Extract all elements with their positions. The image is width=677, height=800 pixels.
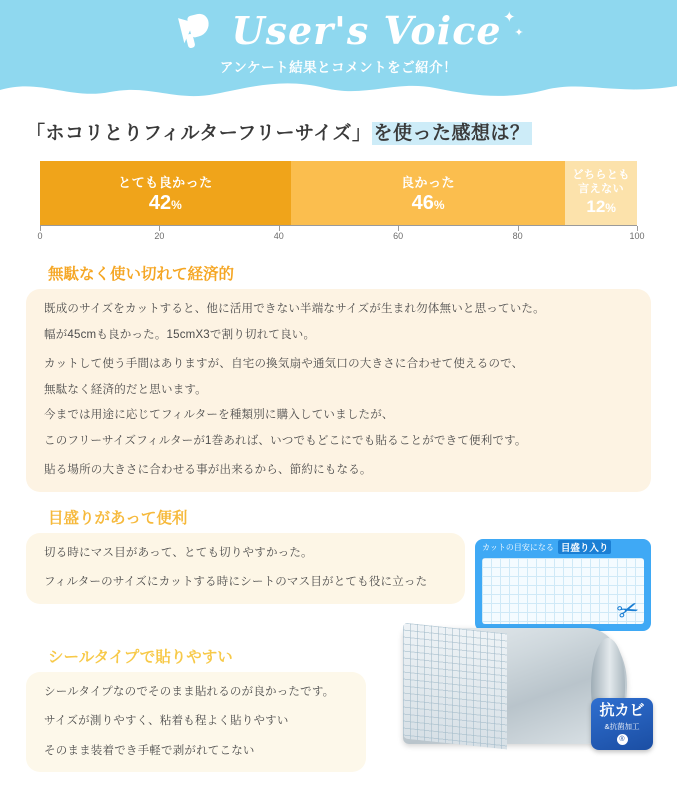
axis-tick-label: 60 — [393, 231, 404, 241]
comment-section-scale — [26, 506, 651, 631]
comment-text: このフリーサイズフィルターが1巻あれば、いつでもどこにでも貼ることができて便利です。 — [44, 434, 527, 447]
bar-segment-label: どちらとも 言えない — [572, 169, 630, 196]
axis-tick-label: 20 — [154, 231, 165, 241]
header-subtitle: アンケート結果とコメントをご紹介！ — [219, 60, 458, 75]
bar-segment-value: 12% — [586, 196, 616, 216]
question-highlight: を使った感想は？ — [373, 123, 530, 144]
scissors-icon: ✂ — [613, 591, 644, 628]
comment-text: 無駄なく経済的だと思います。 — [44, 383, 207, 396]
anti-mold-badge — [591, 698, 653, 750]
section-row — [26, 533, 651, 631]
title-row — [175, 8, 524, 53]
comment-text: そのまま装着でき手軽で剥がれてこない — [44, 744, 255, 757]
comment-text: 切る時にマス目があって、とても切りやすかった。 — [44, 546, 313, 559]
axis-tick-label: 40 — [273, 231, 284, 241]
header-content — [0, 0, 677, 88]
comment-text: 今までは用途に応じてフィルターを種類別に購入していましたが、 — [44, 409, 394, 422]
wave-divider — [0, 76, 677, 100]
ruler-illustration — [475, 539, 651, 631]
bar-segment-very-good — [40, 161, 291, 225]
section-heading: 無駄なく使い切れて経済的 — [48, 266, 235, 283]
ruler-caption-strong: 目盛り入り — [558, 540, 612, 554]
filter-sheet — [403, 623, 507, 750]
axis-tick-label: 0 — [37, 231, 43, 241]
question-text — [26, 118, 651, 145]
comment-bubble — [26, 672, 366, 773]
badge-sub-text: &抗菌加工 — [604, 721, 640, 731]
bar-segment-label: とても良かった — [118, 175, 213, 190]
section-heading: シールタイプで貼りやすい — [48, 648, 233, 666]
survey-chart — [37, 161, 645, 248]
axis-tick-label: 100 — [629, 231, 645, 241]
stacked-bar — [40, 161, 637, 225]
product-photo — [403, 624, 653, 754]
bar-segment-neutral — [565, 161, 637, 225]
question-prefix: 「ホコリとりフィルターフリーサイズ」 — [26, 123, 372, 144]
comment-text: 幅が45cmも良かった。15cmX3で割り切れて良い。 — [44, 328, 316, 341]
bar-segment-value: 42% — [148, 192, 182, 214]
badge-mark: ® — [617, 734, 628, 745]
chart-x-axis — [37, 225, 645, 248]
comment-text: 既成のサイズをカットすると、他に活用できない半端なサイズが生まれ勿体無いと思っていた。 — [44, 303, 545, 315]
comment-text: 貼る場所の大きさに合わせる事が出来るから、節約にもなる。 — [44, 464, 372, 477]
section-heading: 目盛りがあって便利 — [48, 509, 188, 527]
comment-text: シールタイプなのでそのまま貼れるのが良かったです。 — [44, 685, 335, 698]
sparkle-icon: ✦ — [502, 9, 516, 26]
page-title: User's Voice — [231, 8, 502, 53]
comment-bubble — [26, 533, 465, 604]
page-header — [0, 0, 677, 100]
comment-bubble — [26, 289, 651, 492]
comment-text: サイズが測りやすく、粘着も程よく貼りやすい — [44, 715, 289, 728]
bar-segment-value: 46% — [411, 192, 445, 214]
comment-text: カットして使う手間はありますが、自宅の換気扇や通気口の大きさに合わせて使えるので、 — [44, 358, 524, 371]
comment-text: フィルターのサイズにカットする時にシートのマス目がとても役に立った — [44, 576, 428, 589]
megaphone-icon — [175, 12, 219, 50]
badge-main-text: 抗カビ — [599, 702, 645, 720]
ruler-caption — [475, 539, 651, 556]
axis-tick-label: 80 — [512, 231, 523, 241]
comment-section-economical — [26, 262, 651, 492]
ruler-caption-small: カットの目安になる — [482, 542, 554, 552]
question-block — [0, 100, 677, 145]
bar-segment-good — [291, 161, 566, 225]
bar-segment-label: 良かった — [401, 175, 456, 190]
sparkle-icon: ✦ — [514, 27, 524, 39]
